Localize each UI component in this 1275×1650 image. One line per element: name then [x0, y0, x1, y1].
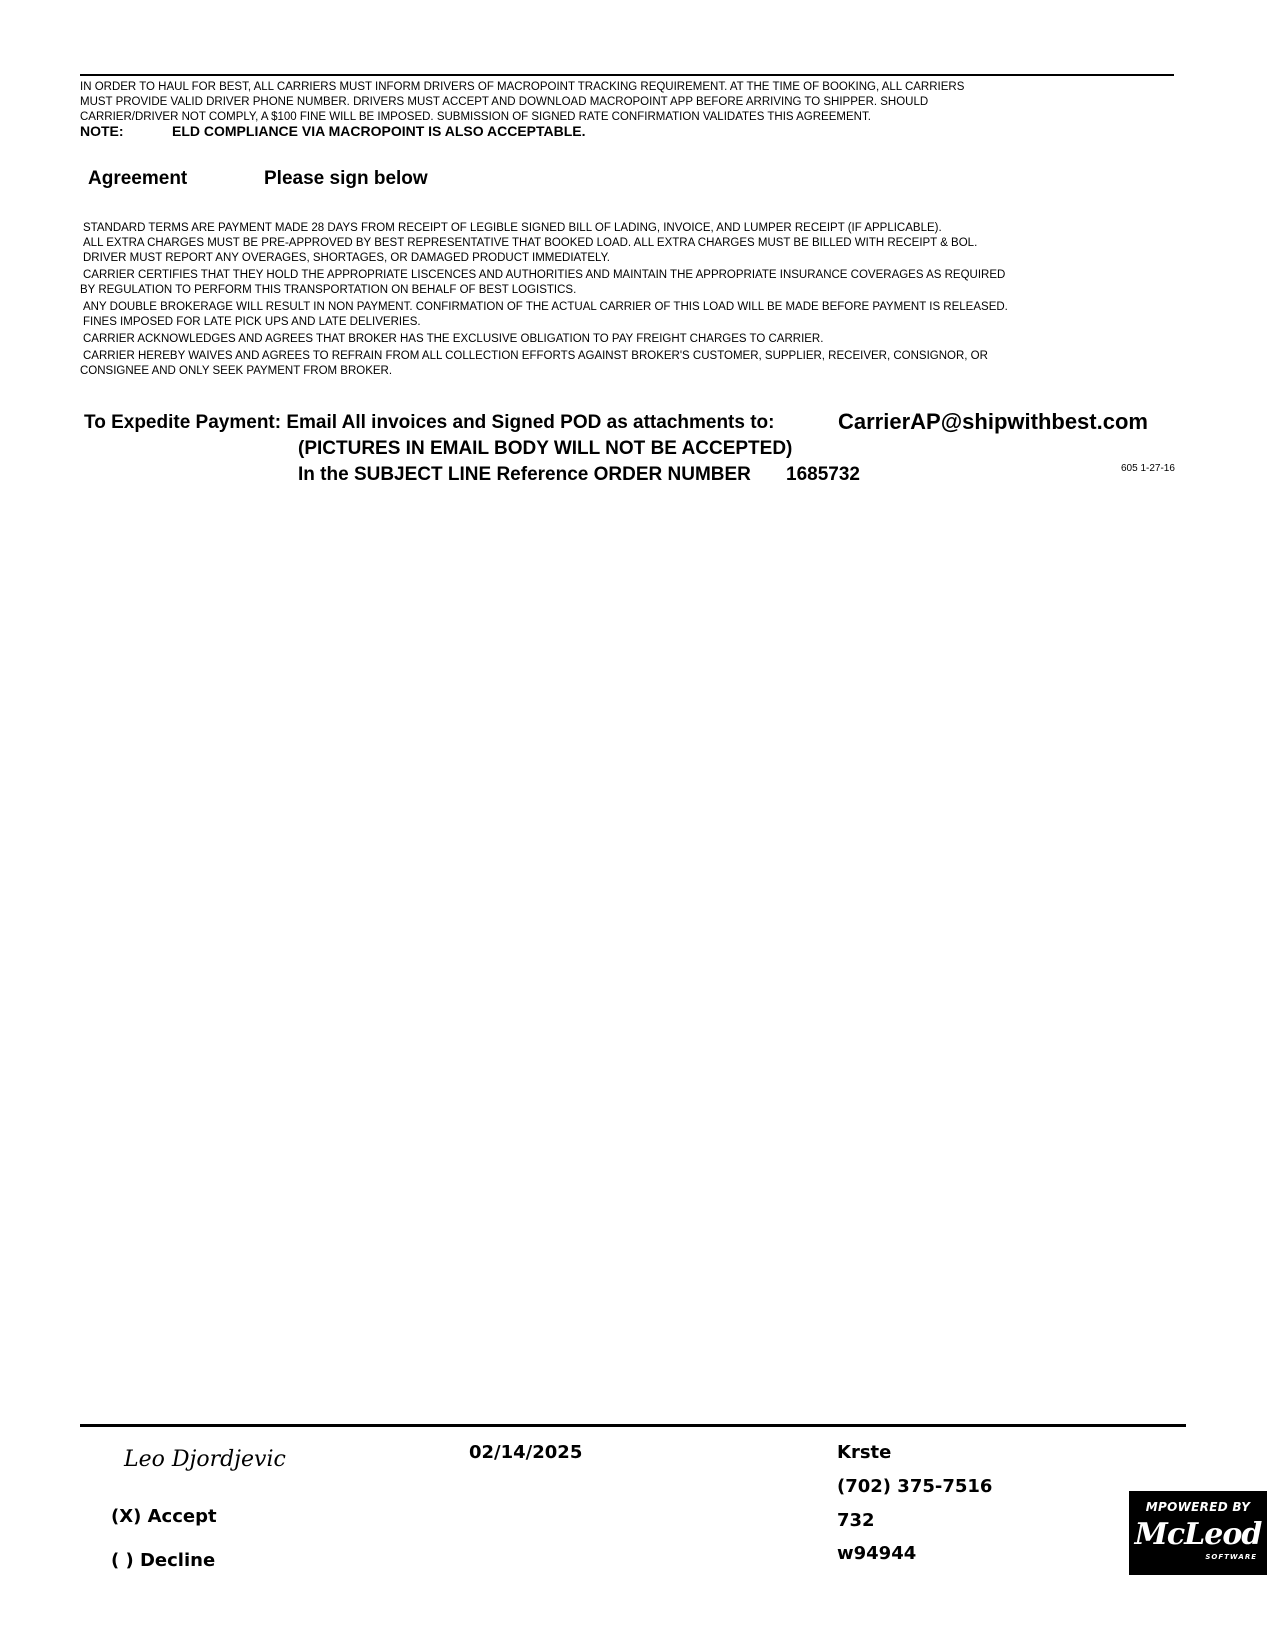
terms-line-8: CARRIER ACKNOWLEDGES AND AGREES THAT BROKER HAS THE EXCLUSIVE OBLIGATION TO PAY FREIGHT CHARGES TO CARRIER.	[83, 333, 824, 345]
signature-date: 02/14/2025	[469, 1442, 583, 1463]
top-rule	[80, 74, 1174, 76]
contact-phone: (702) 375-7516	[837, 1476, 993, 1497]
terms-line-6: ANY DOUBLE BROKERAGE WILL RESULT IN NON PAYMENT. CONFIRMATION OF THE ACTUAL CARRIER OF THIS LOAD WILL BE MADE BEFORE PAYMENT IS RELEASED.	[83, 301, 1008, 313]
logo-sub-text: SOFTWARE	[1205, 1553, 1257, 1561]
logo-top-text: MPOWERED BY	[1145, 1500, 1251, 1514]
terms-line-1: STANDARD TERMS ARE PAYMENT MADE 28 DAYS FROM RECEIPT OF LEGIBLE SIGNED BILL OF LADING, INVOICE, AND LUMPER RECEIPT (IF APPLICABLE).	[83, 222, 942, 234]
contact-field-4: w94944	[837, 1543, 917, 1564]
agreement-label: Agreement	[88, 168, 188, 189]
terms-line-3: DRIVER MUST REPORT ANY OVERAGES, SHORTAGES, OR DAMAGED PRODUCT IMMEDIATELY.	[83, 252, 610, 264]
terms-line-5: BY REGULATION TO PERFORM THIS TRANSPORTATION ON BEHALF OF BEST LOGISTICS.	[80, 284, 577, 296]
agreement-instruction: Please sign below	[264, 168, 428, 189]
macropoint-line-2: MUST PROVIDE VALID DRIVER PHONE NUMBER. DRIVERS MUST ACCEPT AND DOWNLOAD MACROPOINT APP BEFORE ARRIVING TO SHIPPER. SHOULD	[80, 96, 929, 108]
order-number: 1685732	[786, 464, 860, 485]
terms-line-10: CONSIGNEE AND ONLY SEEK PAYMENT FROM BROKER.	[80, 365, 393, 377]
accept-option[interactable]: (X) Accept	[111, 1506, 217, 1527]
note-text: ELD COMPLIANCE VIA MACROPOINT IS ALSO ACCEPTABLE.	[172, 123, 586, 139]
contact-name: Krste	[837, 1442, 892, 1463]
decline-option[interactable]: ( ) Decline	[111, 1550, 216, 1571]
expedite-payment-text: To Expedite Payment: Email All invoices and Signed POD as attachments to:	[84, 412, 775, 433]
terms-line-4: CARRIER CERTIFIES THAT THEY HOLD THE APPROPRIATE LISCENCES AND AUTHORITIES AND MAINTAIN THE APPROPRIATE INSURANCE COVERAGES AS REQUIRED	[83, 269, 1006, 281]
terms-line-9: CARRIER HEREBY WAIVES AND AGREES TO REFRAIN FROM ALL COLLECTION EFFORTS AGAINST BROKER'S CUSTOMER, SUPPLIER, RECEIVER, CONSIGNOR, OR	[83, 350, 988, 362]
signature-name: Leo Djordjevic	[124, 1447, 286, 1472]
contact-field-3: 732	[837, 1510, 875, 1531]
mcleod-logo	[1129, 1491, 1267, 1575]
macropoint-line-1: IN ORDER TO HAUL FOR BEST, ALL CARRIERS MUST INFORM DRIVERS OF MACROPOINT TRACKING REQUIREMENT. AT THE TIME OF BOOKING, ALL CARRIERS	[80, 81, 965, 93]
terms-line-2: ALL EXTRA CHARGES MUST BE PRE-APPROVED BY BEST REPRESENTATIVE THAT BOOKED LOAD. ALL EXTRA CHARGES MUST BE BILLED WITH RECEIPT & BOL.	[83, 237, 978, 249]
form-code: 605 1-27-16	[1121, 463, 1175, 474]
subject-line-text: In the SUBJECT LINE Reference ORDER NUMBER	[298, 464, 751, 485]
logo-brand: McLeod	[1134, 1517, 1262, 1552]
signature-rule	[80, 1424, 1186, 1427]
carrier-ap-email: CarrierAP@shipwithbest.com	[838, 409, 1148, 434]
terms-line-7: FINES IMPOSED FOR LATE PICK UPS AND LATE DELIVERIES.	[83, 316, 421, 328]
note-label: NOTE:	[80, 123, 124, 139]
pictures-warning: (PICTURES IN EMAIL BODY WILL NOT BE ACCEPTED)	[298, 438, 793, 459]
macropoint-line-3: CARRIER/DRIVER NOT COMPLY, A $100 FINE WILL BE IMPOSED. SUBMISSION OF SIGNED RATE CONFIRMATION VALIDATES THIS AGREEMENT.	[80, 111, 871, 123]
